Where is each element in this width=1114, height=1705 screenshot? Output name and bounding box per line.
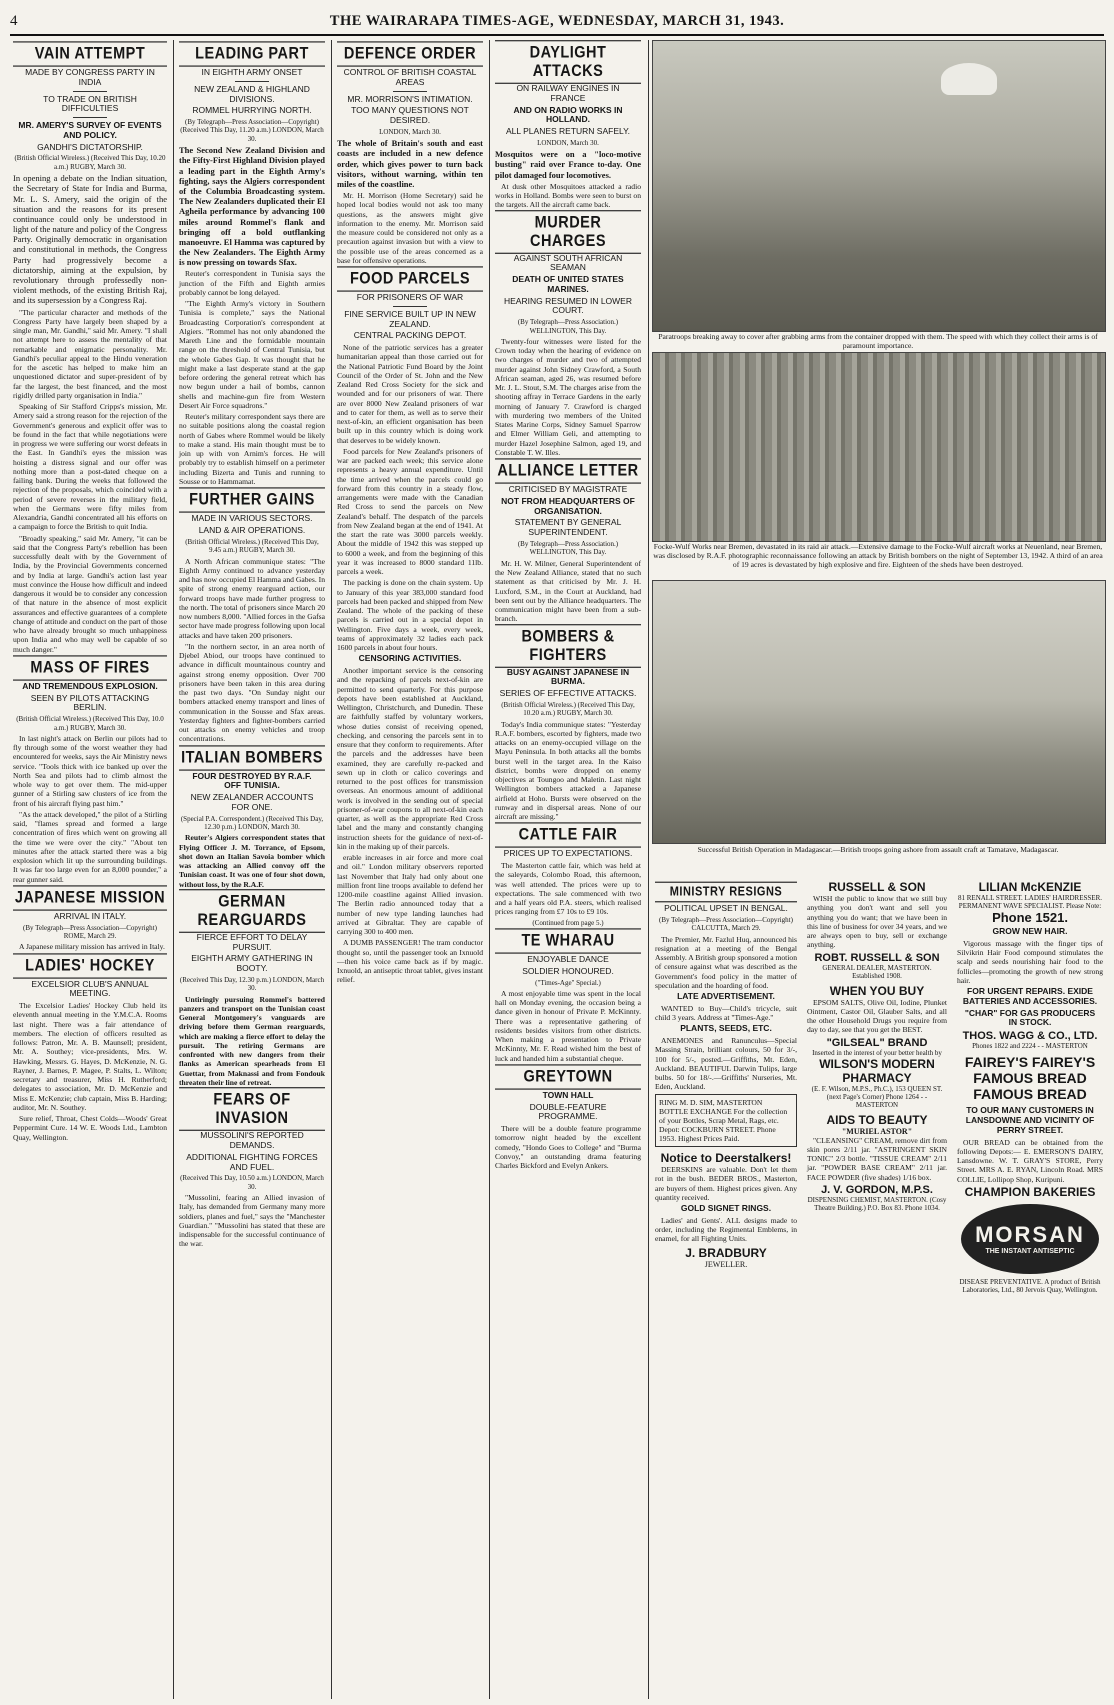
article-paragraph: The packing is done on the chain system. Up to January of this year 383,000 standard food parcels had been packed and shipped from New Zealand. The whole of the packing of these parcels is carried out in a special depot in Wellington. Five days a week, every week, teams of approximately 32 ladies each pack 1600 parcels in about four hours. [337, 578, 483, 653]
column-rule [489, 40, 490, 1699]
page-number: 4 [10, 12, 18, 29]
headline-fears-of-invasion: FEARS OF INVASION [179, 1087, 325, 1131]
ad-robt-russell: ROBT. RUSSELL & SON [814, 951, 940, 964]
subhead: CRITICISED BY MAGISTRATE [508, 484, 628, 495]
subhead: IN EIGHTH ARMY ONSET [201, 67, 303, 77]
article-paragraph: "In the northern sector, in an area north of Djebel Abiod, our troops have continued to advance in difficult mountainous country and against strong enemy opposition. Over 700 prisoners have been taken in this area during the past two days. "On Sunday night our bombers attacked enemy transport and lines of communication in the Sousse and Sfax areas. Yesterday fighters and fighter-bombers carried out attacks on enemy vehicles and troop concentrations. [179, 641, 325, 744]
article-paragraph: Untiringly pursuing Rommel's battered panzers and transport on the Tunisian coast General Montgomery's vanguards are driving before them German rearguards, which are making a fierce effort to delay the pursuit. The retiring Germans are confronted with new dangers from their flanks as American spearheads from El Guettar, from Maknassi and from Fondouk threaten their line of retreat. [179, 994, 325, 1087]
ad-russell-son: RUSSELL & SON [828, 880, 926, 894]
article-lead: Mosquitos were on a "loco-motive busting" raid over France to-day. One pilot damaged four locomotives. [495, 149, 641, 180]
subhead: ENJOYABLE DANCE [527, 954, 609, 964]
ad-gilseal: "GILSEAL" BRAND [826, 1036, 928, 1049]
morsan-wordmark: MORSAN [975, 1222, 1085, 1248]
ad-gordon-sub: DISPENSING CHEMIST, MASTERTON. (Cosy Theatre Building.) P.O. Box 83. Phone 1034. [807, 1195, 947, 1212]
subhead: SOLDIER HONOURED. [522, 965, 614, 976]
headline-further-gains: FURTHER GAINS [179, 488, 325, 513]
dateline: ("Times-Age" Special.) [535, 978, 601, 987]
dateline: (British Official Wireless.) (Received This Day, 10.20 a.m.) RUGBY, March 30. [14, 154, 166, 171]
morsan-logo [961, 1204, 1099, 1274]
headline-ministry-resigns: MINISTRY RESIGNS [655, 882, 797, 903]
headline-japanese-mission: JAPANESE MISSION [13, 885, 167, 910]
subhead: TOWN HALL [542, 1089, 594, 1100]
article-paragraph: A North African communique states: "The Eighth Army continued to advance yesterday and has now occupied El Hamma and Gabes. In spite of strong enemy rearguard action, our forward troops have made further progress to the north. The total of prisoners since March 20 now numbers 8,000. "Allied forces in the Gafsa sector have made progress following upon local attacks and have taken 200 prisoners. [179, 556, 325, 640]
ad-gold-rings: Ladies' and Gents'. ALL designs made to order, including the Regimental Emblems, in enamel, for all Fighting Units. [655, 1215, 797, 1244]
article-paragraph: Twenty-four witnesses were listed for the Crown today when the hearing of evidence on two charges of murder and two of attempted murder against John Sidney Crawford, a South African seaman, aged 26, was resumed before Mr. J. L. Stout, S.M. The charges arise from the shooting affray in Terrace Gardens in the early morning of January 7. Crawford is charged with murdering two members of the United States Marine Corps, Sidney Samuel Sparrow and Elmer William Geli, and attempting to murder Hazel Josephine Salmon, aged 19, and Constable T. W. Illes. [495, 336, 641, 457]
small-advert: A DUMB PASSENGER! The tram conductor thought so, until the passenger took an Ixnuold—then his voice came back as if by magic. Ixnuold, an antiseptic throat tablet, gives instant relief. [337, 938, 483, 985]
subhead: HEARING RESUMED IN LOWER COURT. [504, 295, 632, 316]
subhead: CENTRAL PACKING DEPOT. [353, 330, 467, 341]
ad-morsan-text: DISEASE PREVENTATIVE. A product of British Laboratories, Ltd., 80 Jervois Quay, Wellington. [959, 1277, 1101, 1294]
subhead: SEEN BY PILOTS ATTACKING BERLIN. [30, 692, 150, 713]
subhead: CONTROL OF BRITISH COASTAL AREAS [343, 67, 477, 87]
subhead: FIERCE EFFORT TO DELAY PURSUIT. [196, 931, 308, 952]
morsan-tagline: THE INSTANT ANTISEPTIC [985, 1248, 1075, 1256]
dateline: (Received This Day, 12.30 p.m.) LONDON, March 30. [179, 975, 325, 993]
headline-ladies-hockey: LADIES' HOCKEY [13, 953, 167, 978]
subhead: AND TREMENDOUS EXPLOSION. [22, 680, 158, 691]
subhead: ON RAILWAY ENGINES IN FRANCE [516, 83, 620, 103]
photo-madagascar-landing [652, 580, 1106, 844]
ad-gordon: J. V. GORDON, M.P.S. [821, 1183, 933, 1196]
subhead: FOR PRISONERS OF WAR [356, 292, 464, 303]
article-paragraph: Reuter's military correspondent says there are no suitable positions along the coastal region north of Gabes where Rommel would be likely to make a stand. His main thought must be to join up with von Arnim's forces. He will probably try to establish himself on a perimeter including Bizerta and Tunis and running to Sousse or to Hammamat. [179, 412, 325, 486]
dateline: (By Telegraph—Press Association—Copyright) ROME, March 29. [23, 923, 157, 941]
ad-astor-text: "CLEANSING" CREAM, remove dirt from skin pores 2/11 jar. "ASTRINGENT SKIN TONIC" 2/3 bottle. "TISSUE CREAM" 2/11 jar. "POWDER BASE CREAM" 2/11 jar. FACE POWDER (five shades) 1/16 box. [807, 1135, 947, 1182]
article-lead: The whole of Britain's south and east coasts are included in a new defence order, which gives power to turn back visitors, without warning, within ten miles of the coastline. [337, 138, 483, 189]
column-1 [10, 40, 170, 1699]
small-advert: Sure relief, Throat, Chest Colds—Woods' Great Peppermint Cure. 14 W. E. Woods Ltd., Lambton Quay, Wellington. [13, 1114, 167, 1142]
ad-when-you-buy: WHEN YOU BUY [829, 983, 925, 998]
ad-deerskins: DEERSKINS are valuable. Don't let them rot in the bush. BEDER BROS., Masterton, are buyers of them. Highest prices given. Any quantity received. [655, 1165, 797, 1202]
article-paragraph: A most enjoyable time was spent in the local hall on Monday evening, the occasion being a dance given in honour of Private P. McKinnty. There was a representative gathering of residents besides visitors from other districts. When making a presentation to Private McKinnty, Mr. F. Read wished him the best of luck and handed him a substantial cheque. [495, 988, 641, 1063]
photo-focke-wulf-works [652, 352, 1106, 542]
headline-food-parcels: FOOD PARCELS [337, 267, 483, 292]
article-paragraph: The Masterton cattle fair, which was held at the saleyards, Colombo Road, this afternoon, was well attended. The prices were up to expectations. The sale commenced with two and a half years old P.A. steers, which realised prices ranging from £7 10s to £9 10s. [495, 861, 641, 917]
article-paragraph: "Mussolini, fearing an Allied invasion of Italy, has demanded from Germany many more soldiers, planes and fuel," says the "Manchester Guardian." "Mussolini has stated that these are indispensable for the successful continuance of the war. [179, 1193, 325, 1249]
ad-wilsons-sub: (E. F. Wilson, M.P.S., Ph.C.), 153 QUEEN ST. (next Page's Corner) Phone 1264 - - MASTERTON [811, 1084, 943, 1109]
article-paragraph: There will be a double feature programme tomorrow night headed by the excellent comedy, "Hondo Goes to College" and "Burma Convoy," an outstanding drama featuring Charles Bickford and Evelyn Ankers. [495, 1124, 641, 1171]
photo-paratroops [652, 40, 1106, 332]
article-paragraph: "The Eighth Army's victory in Southern Tunisia is complete," says the National Broadcasting Corporation's correspondent at Algiers. "Rommel has not only abandoned the Mareth Line and the formidable mountain range on the threshold of Central Tunisia, but the whole Gabes Gap. It was thought that he might make a last desperate stand at the gap before ordering the general retreat which has now begun under a hail of bombs, cannon shells and machine-gun fire from Western Desert Air Force squadrons." [179, 299, 325, 410]
article-paragraph: "As the attack developed," the pilot of a Stirling said, "flames spread and formed a large concentration of fires which went on growing all the time we were over the city." "About ten minutes after the attack started there was a big explosion which lit up the surrounding buildings. It was far too large even for an 8,000 pounder," a rear gunner said. [13, 809, 167, 884]
article-paragraph: None of the patriotic services has a greater humanitarian appeal than those carried out for the National Patriotic Fund Board by the Joint Council of the Order of St. John and the New Zealand Red Cross Society for the sick and wounded and for our prisoners of war. There are over 8000 New Zealand prisoners of war and to cater for them, as well as to serve their next-of-kin, an efficient organisation has been built up in this country which is doing work that deserves to be widely known. [337, 343, 483, 445]
subhead: EXCELSIOR CLUB'S ANNUAL MEETING. [31, 978, 149, 999]
article-paragraph: Reuter's correspondent in Tunisia says the junction of the Fifth and Eighth armies probably cannot be long delayed. [179, 269, 325, 297]
subhead: MR. MORRISON'S INTIMATION. [347, 93, 473, 104]
ad-grow-text: Vigorous massage with the finger tips of Silvikrin Hair Food compound stimulates the scalp and seeds nourishing hair food to the follicles—promoting the growth of new strong hair. [957, 938, 1103, 985]
subhead: PRICES UP TO EXPECTATIONS. [503, 848, 633, 859]
dateline: (Special P.A. Correspondent.) (Received This Day, 12.30 p.m.) LONDON, March 30. [180, 814, 324, 831]
column-rule [331, 40, 332, 1699]
headline-leading-part: LEADING PART [179, 41, 325, 66]
ads-column-b [804, 880, 950, 1699]
subhead: FINE SERVICE BUILT UP IN NEW ZEALAND. [344, 308, 476, 329]
ad-famous-bread: FAMOUS BREAD FAMOUS BREAD [973, 1070, 1087, 1103]
ad-deerstalkers-heading: Notice to Deerstalkers! [660, 1151, 792, 1166]
dateline: (By Telegraph—Press Association—Copyright) CALCUTTA, March 29. [659, 915, 793, 933]
subhead: EIGHTH ARMY GATHERING IN BOOTY. [191, 953, 313, 974]
subhead: ALL PLANES RETURN SAFELY. [505, 126, 631, 137]
column-rule [173, 40, 174, 1699]
column-4 [492, 40, 644, 1699]
subhead: STATEMENT BY GENERAL SUPERINTENDENT. [514, 517, 622, 538]
subhead: NEW ZEALAND & HIGHLAND DIVISIONS. [194, 83, 310, 104]
headline-mass-of-fires: MASS OF FIRES [13, 655, 167, 680]
article-paragraph: Another important service is the censoring and the repacking of parcels next-of-kin are permitted to send quarterly. For this purpose depots have been established at Auckland, Wellington, Christchurch, and Dunedin. These are faithfully staffed by voluntary workers, whose duties consist of receiving opened, checking, and censoring the parcels sent in to ensure that they conform to requirements. After the parcels and the addresses have been examined, they are carefully re-packed and sewn up in cloth or calico coverings and returned to the post offices for transmission overseas. An enormous amount of additional work is involved in the sending out of special prisoner-of-war coupons to all next-of-kin each quarter, as well as the appropriate Red Cross label and the many and constantly changing instruction sheets for the guidance of next-of-kin in the making up of their parcels. [337, 666, 483, 851]
dateline: (Received This Day, 10.50 a.m.) LONDON, March 30. [180, 1174, 324, 1191]
article-paragraph: In opening a debate on the Indian situation, the Secretary of State for India and Burma, Mr. L. S. Amery, said the origin of the situation and the reasons for its present continuance could only be understood in light of the nature and policy of the Congress Party. Originally democratic in organisation and constitutional in methods, the Congress Party had progressively become a dictatorship, aiming at the expulsion, by revolutionary through professedly non-violent methods, of the existing British Raj, and its supersession by a Congress Raj. [13, 173, 167, 306]
headline-te-wharau: TE WHARAU [495, 928, 641, 953]
headline-greytown: GREYTOWN [495, 1064, 641, 1089]
ad-char: "CHAR" FOR GAS PRODUCERS IN STOCK. [964, 1007, 1096, 1028]
subhead: SERIES OF EFFECTIVE ATTACKS. [499, 688, 637, 699]
article-paragraph: erable increases in air force and more coal and oil." London military observers reported last November that Italy had only about one million front line troops available to defend her 1200-mile coastline against Allied invasion. The Berlin radio announced today that a number of new type landing launches had arrived at Gibraltar. They are capable of carrying 300 to 400 men. [337, 853, 483, 937]
ad-muriel-astor: "MURIEL ASTOR" [841, 1126, 913, 1136]
masthead [10, 8, 1104, 36]
ad-bottle-exchange: RING M. D. SIM, MASTERTON BOTTLE EXCHANGE For the collection of your Bottles, Scrap Metal, Rags, etc. Depot: COCKBURN STREET. Phone 1953. Highest Prices Paid. [655, 1094, 797, 1148]
subhead: ARRIVAL IN ITALY. [53, 910, 127, 921]
ad-grow-hair: GROW NEW HAIR. [992, 926, 1068, 936]
ad-thos-wagg: THOS. WAGG & CO., LTD. [962, 1030, 1098, 1043]
article-paragraph: Reuter's Algiers correspondent states that Flying Officer J. M. Torrance, of Epsom, shot down an Italian Savoia bomber which was attacking an Allied convoy off the Tunisian coast. It was one of four shot down, without loss, by the R.A.F. [179, 833, 325, 889]
ad-champion-bakeries: CHAMPION BAKERIES [964, 1184, 1096, 1199]
ad-lilian-sub: 81 RENALL STREET. LADIES' HAIRDRESSER. PERMANENT WAVE SPECIALIST. Please Note: [958, 894, 1102, 910]
parachute-shape [941, 63, 997, 95]
article-paragraph: A Japanese military mission has arrived in Italy. [19, 942, 165, 952]
article-paragraph: Food parcels for New Zealand's prisoners of war are packed each week; this service alone represents a heavy annual expenditure. Until the time arrived when the parcels could go forward from this country in a steady flow, arrangements were made with the Canadian Red Cross to send the parcels on New Zealand's behalf. The despatch of the parcels from New Zealand began at the end of 1941. At the start the rate was 3000 parcels weekly. About the middle of 1942 this was stepped up to 6000 a week, and from the beginning of this year it was increased to 8000 standard 11lb. parcels a week. [337, 446, 483, 577]
article-lead: The Second New Zealand Division and the Fifty-First Highland Division played a leading part in the Eighth Army's fighting, says the Algiers correspondent of the Columbia Broadcasting system. The New Zealanders duplicated their El Agheila performance by advancing 100 miles around Rommel's flank and bringing off a bold outflanking manoeuvre. El Hamma was captured by the New Zealanders. The Eighth Army is now pressing on towards Sfax. [179, 145, 325, 268]
dateline: LONDON, March 30. [379, 127, 441, 136]
ad-bradbury: J. BRADBURY [685, 1245, 767, 1260]
late-advert-heading: LATE ADVERTISEMENT. [677, 991, 775, 1002]
article-paragraph: At dusk other Mosquitoes attacked a radio works in Holland. Bombs were seen to burst on the targets. All the aircraft came back. [495, 181, 641, 210]
ad-exide: FOR URGENT REPAIRS. EXIDE BATTERIES AND ACCESSORIES. [962, 986, 1098, 1006]
ad-russell-text: WISH the public to know that we still buy anything you don't want and sell you anything you do want; that we have been in this line of business for over 34 years, and we are always open to buy, sell or exchange anything. [807, 894, 947, 950]
headline-murder-charges: MURDER CHARGES [495, 210, 641, 254]
headline-alliance-letter: ALLIANCE LETTER [495, 459, 641, 484]
dateline: (By Telegraph—Press Association—Copyright) (Received This Day, 11.20 a.m.) LONDON, March 30. [180, 118, 324, 143]
headline-vain-attempt: VAIN ATTEMPT [13, 41, 167, 66]
dateline: (By Telegraph—Press Association.) WELLINGTON, This Day. [517, 539, 619, 557]
ad-aids-to-beauty: AIDS TO BEAUTY [826, 1112, 928, 1127]
subhead: TOO MANY QUESTIONS NOT DESIRED. [351, 105, 469, 126]
subhead: MUSSOLINI'S REPORTED DEMANDS. [200, 1130, 304, 1150]
subhead: BUSY AGAINST JAPANESE IN BURMA. [506, 666, 630, 687]
subhead: NOT FROM HEADQUARTERS OF ORGANISATION. [501, 495, 635, 516]
ad-thos-sub: Phones 1822 and 2224 - - MASTERTON [972, 1042, 1088, 1051]
ad-wilsons: WILSON'S MODERN PHARMACY [819, 1056, 935, 1085]
ad-robt-sub: GENERAL DEALER, MASTERTON. Established 1908. [822, 963, 932, 980]
ad-customers: TO OUR MANY CUSTOMERS IN LANSDOWNE AND VICINITY OF PERRY STREET. [965, 1105, 1095, 1135]
headline-bombers-fighters: BOMBERS & FIGHTERS [495, 624, 641, 668]
newspaper-title: THE WAIRARAPA TIMES-AGE, WEDNESDAY, MARCH 31, 1943. [329, 12, 785, 29]
subhead: CENSORING ACTIVITIES. [358, 653, 462, 664]
column-2 [176, 40, 328, 1699]
subhead: ROMMEL HURRYING NORTH. [192, 105, 312, 116]
dateline: (British Official Wireless.) (Received This Day, 10.0 a.m.) RUGBY, March 30. [16, 715, 164, 732]
subhead: NEW ZEALANDER ACCOUNTS FOR ONE. [190, 792, 314, 812]
article-paragraph: Today's India communique states: "Yesterday R.A.F. bombers, escorted by fighters, made two attacks on an enemy-occupied village on the Mayu Peninsula. In both attacks all the bombs burst well in the target area. In the Kaiso district, bombs were dropped on enemy objectives at Toungoo and Maletin. Last night Wellington bombers attacked a Japanese airfield at Hoho. Bursts were observed on the runway and in dispersal areas. None of our aircraft are missing." [495, 719, 641, 822]
photo-caption: Focke-Wulf Works near Bremen, devastated in its raid air attack.—Extensive damage to the Focke-Wulf aircraft works at Neuenland, near Bremen, was disclosed by R.A.F. photographic reconnaissance following an attack by British bombers on the night of September 13, 1942. A third of an area of 19 acres is devastated by high explosive and fire. Eighteen of the sheds have been destroyed. [653, 542, 1103, 570]
headline-defence-order: DEFENCE ORDER [337, 41, 483, 66]
ad-gold-rings-heading: GOLD SIGNET RINGS. [680, 1203, 772, 1214]
article-paragraph: "The particular character and methods of the Congress Party have largely been shaped by a single man, Mr. Gandhi," said Mr. Amery. "I shall not attempt here to assess the mentality of that remarkable and enigmatic personality. Mr. Gandhi's peculiar appeal to the Hindu veneration for the ascetic has helped to make him an unquestioned dictator and super-president of by far the largest, the best financed, and the most rigidly drilled party organisation in India." [13, 307, 167, 400]
ads-column-c [954, 880, 1106, 1699]
subhead: POLITICAL UPSET IN BENGAL. [664, 903, 788, 913]
subhead: AND ON RADIO WORKS IN HOLLAND. [513, 104, 623, 125]
dateline: (British Official Wireless.) (Received This Day, 9.45 a.m.) RUGBY, March 30. [185, 537, 319, 555]
ad-lilian-mckenzie: LILIAN McKENZIE [978, 880, 1082, 894]
subhead: DEATH OF UNITED STATES MARINES. [512, 274, 624, 294]
classified-wanted: WANTED to Buy—Child's tricycle, suit child 3 years. Address at "Times-Age." [655, 1003, 797, 1023]
subhead: MADE IN VARIOUS SECTORS. [191, 513, 313, 524]
ad-phone: Phone 1521. [992, 910, 1068, 925]
classified-plants: ANEMONES and Ranunculus—Special Massing Strain, brilliant colours, 50 for 3/-, 100 for 5/-, posted.—Griffiths, Mt. Eden, Auckland. BEAUTIFUL Darwin Tulips, large bulbs. 50 for 18/-.—Griffiths' Nurseries, Mt. Eden, Auckland. [655, 1036, 797, 1092]
headline-german-rearguards: GERMAN REARGUARDS [179, 889, 325, 933]
subhead: MR. AMERY'S SURVEY OF EVENTS AND POLICY. [18, 120, 162, 140]
photo-caption: Paratroops breaking away to cover after grabbing arms from the container dropped with them. The speed with which they collect their arms is of paramount importance. [658, 332, 1098, 351]
ad-jeweller: JEWELLER. [704, 1259, 748, 1269]
article-paragraph: "Broadly speaking," said Mr. Amery, "it can be said that the Congress Party's rebellion has been successfully dealt with by the Government of India, by the Provincial Governments concerned and by India at large. Gandhi's action last year must convince the House how difficult and indeed dangerous it would be to consider any concession of that nature in the absence of most explicit assurances and effective guarantees of a complete change of attitude and conduct on the part of those who have already brought so much unhappiness upon India and who may well be capable of so much danger." [13, 533, 167, 654]
ad-customers-text: OUR BREAD can be obtained from the following Depots:— E. EMERSON'S DAIRY, Lansdowne. W. T. GRAY'S STORE, Perry Street. MRS A. E. RYAN, Lincoln Road. MRS COLLIE, Lollipop Shop, Kuripuni. [957, 1137, 1103, 1184]
dateline: (By Telegraph—Press Association.) WELLINGTON, This Day. [517, 318, 619, 335]
subhead: DOUBLE-FEATURE PROGRAMME. [529, 1101, 607, 1122]
headline-italian-bombers: ITALIAN BOMBERS [179, 745, 325, 770]
subhead: GANDHI'S DICTATORSHIP. [37, 141, 143, 152]
ad-gilseal-text: Inserted in the interest of your better health by [812, 1048, 942, 1057]
article-paragraph: Speaking of Sir Stafford Cripps's mission, Mr. Amery said a strong reason for the rejection of the Government's generous and explicit offer was to be found in the fact that while negotiations were in progress we were suffering our worst defeats in the East. In Gandhi's eyes the mission was hoisting a distress signal and our offer was nothing more than a post-dated cheque on a failing bank. During the weeks that followed the rejection of the proposals, which coincided with a period of severe reverses in the military field, when the Germans were fifty miles from Alexandria, Gandhi concentrated all his efforts on a campaign to force the British to quit India. [13, 402, 167, 532]
subhead: ADDITIONAL FIGHTING FORCES AND FUEL. [186, 1151, 318, 1172]
subhead: MADE BY CONGRESS PARTY IN INDIA [25, 67, 155, 87]
ads-column-a [652, 880, 800, 1699]
subhead: AGAINST SOUTH AFRICAN SEAMAN [513, 252, 623, 273]
column-3 [334, 40, 486, 1699]
headline-cattle-fair: CATTLE FAIR [495, 823, 641, 848]
plants-heading: PLANTS, SEEDS, ETC. [680, 1023, 772, 1034]
headline-daylight-attacks: DAYLIGHT ATTACKS [495, 40, 641, 84]
article-paragraph: Mr. H. Morrison (Home Secretary) said he hoped local bodies would not ask too many questions, as the answers might give information to the enemy. Mr. Morrison said the measure could be considered not only as a precaution against invasion but with a view to the possible use of the areas concerned as a base for offensive operations. [337, 191, 483, 265]
article-paragraph: Mr. H. W. Milner, General Superintendent of the New Zealand Alliance, stated that no such statement as that criticised by Mr. J. H. Luxford, S.M., in the Court at Auckland, had been sent out by the Alliance headquarters. The communication might have been from a sub-branch. [495, 558, 641, 624]
photo-caption: Successful British Operation in Madagascar.—British troops going ashore from assault craft at Tamatave, Madagascar. [697, 845, 1059, 854]
article-paragraph: The Excelsior Ladies' Hockey Club held its eleventh annual meeting in the Y.M.C.A. Rooms last night. There was a fair attendance of members. The election of officers resulted as follows: Patron, Mr. A. B. Maunsell; president, Mr. A. Southey; vice-presidents, Mrs. W. Hawking, Messrs. G. Hayes, D. McKenzie, N. G. Rayner, J. Barnes, P. Magee, P. Stalts, L. Wilton; secretary and treasurer, Miss H. Rutherford; delegates to association, Mr. D. McKenzie and Miss E. McKenzie; club captain, Miss B. Harding; auditor, Mr. N. Southey. [13, 1001, 167, 1112]
dateline: (British Official Wireless.) (Received This Day, 10.20 a.m.) RUGBY, March 30. [501, 700, 635, 718]
article-paragraph: The Premier, Mr. Fazlul Huq, announced his resignation at a meeting of the Bengal Assembly. A British group sponsored a motion of censure against what was described as the Government's food policy in the matter of speculation and the hoarding of food. [655, 934, 797, 990]
continued-note: (Continued from page 5.) [532, 918, 604, 927]
subhead: FOUR DESTROYED BY R.A.F. OFF TUNISIA. [192, 770, 312, 791]
column-rule [648, 40, 649, 1699]
ad-when-text: EPSOM SALTS, Olive Oil, Iodine, Plunket Ointment, Castor Oil, Glauber Salts, and all the other Household Drugs you require from day to day, see that you get the BEST. [807, 997, 947, 1035]
article-paragraph: In last night's attack on Berlin our pilots had to fly through some of the worst weather they had encountered for weeks, says the Air Ministry news service. "Tools thick with ice banked up over the North Sea and pilots had to climb almost the whole way to get over them. The mid-upper gunner of a Stirling saw clusters of ice from the front of his aircraft flying past him." [13, 733, 167, 808]
dateline: LONDON, March 30. [537, 138, 599, 147]
subhead: TO TRADE ON BRITISH DIFFICULTIES [43, 93, 137, 114]
subhead: LAND & AIR OPERATIONS. [198, 525, 306, 535]
ad-faireys: FAIREY'S FAIREY'S [964, 1054, 1096, 1071]
